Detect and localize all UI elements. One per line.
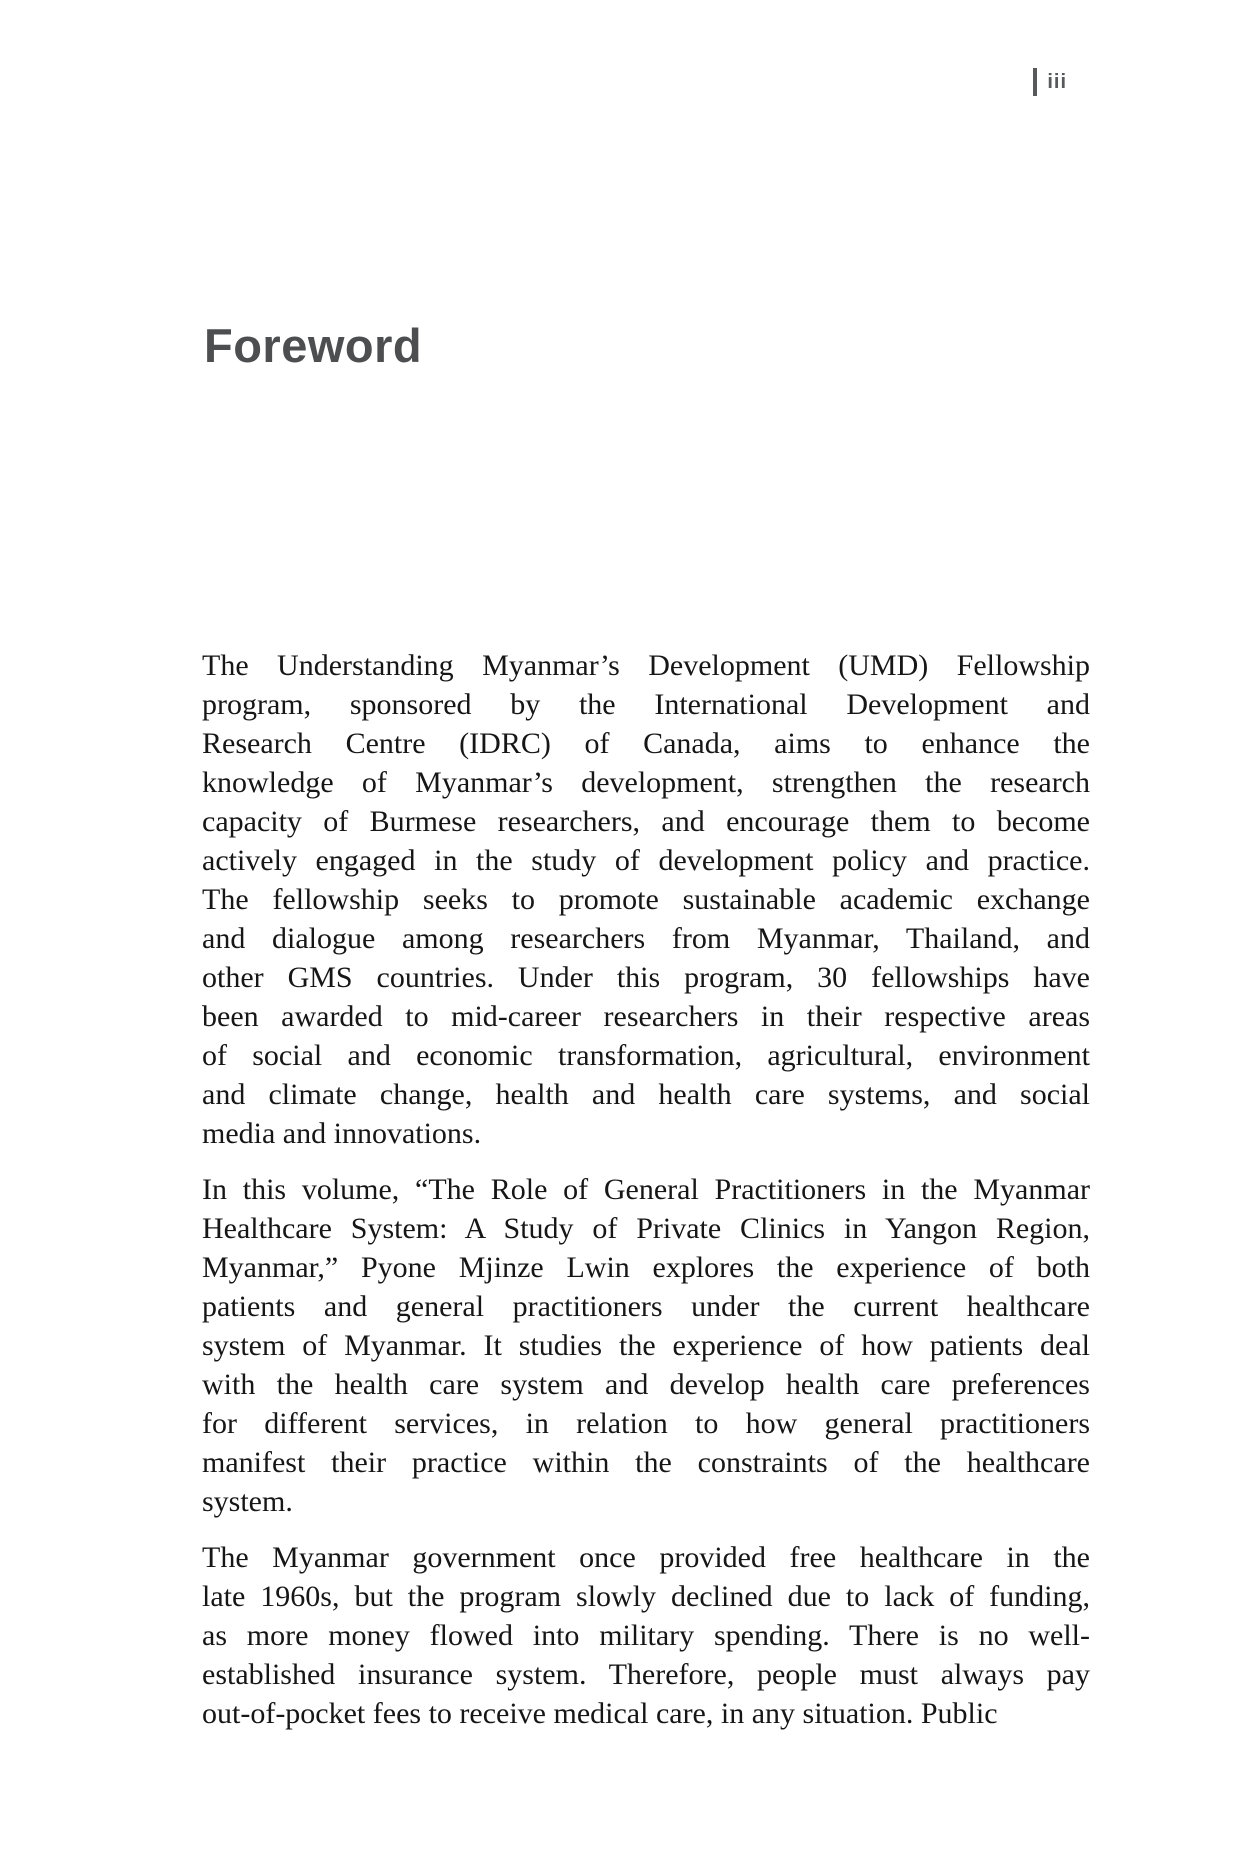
paragraph [202,1538,1090,1733]
text-line: out-of-pocket fees to receive medical care, in any situation. Public [202,1697,998,1730]
text-line: of social and economic transformation, agricultural, environment [202,1039,1090,1072]
text-line: actively engaged in the study of development policy and practice. [202,844,1090,877]
text-line: knowledge of Myanmar’s development, strengthen the research [202,766,1090,799]
page-header [1033,68,1067,96]
text-line: The Understanding Myanmar’s Development (UMD) Fellowship [202,649,1090,682]
text-line: as more money flowed into military spending. There is no well- [202,1619,1090,1652]
page-number: iii [1047,71,1067,93]
text-line: late 1960s, but the program slowly declined due to lack of funding, [202,1580,1090,1613]
text-line: In this volume, “The Role of General Practitioners in the Myanmar [202,1173,1090,1206]
text-line: Myanmar,” Pyone Mjinze Lwin explores the experience of both [202,1251,1090,1284]
text-line: other GMS countries. Under this program, 30 fellowships have [202,961,1090,994]
text-line: Healthcare System: A Study of Private Clinics in Yangon Region, [202,1212,1090,1245]
text-line: and dialogue among researchers from Myanmar, Thailand, and [202,922,1090,955]
page-number-separator-bar [1033,68,1037,96]
paragraph [202,646,1090,1153]
chapter-title: Foreword [204,319,423,372]
text-line: The Myanmar government once provided free healthcare in the [202,1541,1090,1574]
text-line: program, sponsored by the International Development and [202,688,1090,721]
text-line: The fellowship seeks to promote sustainable academic exchange [202,883,1090,916]
text-line: system. [202,1485,293,1518]
text-line: with the health care system and develop health care preferences [202,1368,1090,1401]
text-line: capacity of Burmese researchers, and encourage them to become [202,805,1090,838]
text-line: manifest their practice within the constraints of the healthcare [202,1446,1090,1479]
text-line: system of Myanmar. It studies the experience of how patients deal [202,1329,1090,1362]
text-line: been awarded to mid-career researchers in their respective areas [202,1000,1090,1033]
text-line: Research Centre (IDRC) of Canada, aims to enhance the [202,727,1090,760]
text-line: media and innovations. [202,1117,482,1150]
body-paragraphs [202,646,1090,1733]
text-line: and climate change, health and health care systems, and social [202,1078,1090,1111]
text-line: patients and general practitioners under the current healthcare [202,1290,1090,1323]
text-line: for different services, in relation to how general practitioners [202,1407,1090,1440]
text-line: established insurance system. Therefore, people must always pay [202,1658,1090,1691]
paragraph [202,1170,1090,1521]
